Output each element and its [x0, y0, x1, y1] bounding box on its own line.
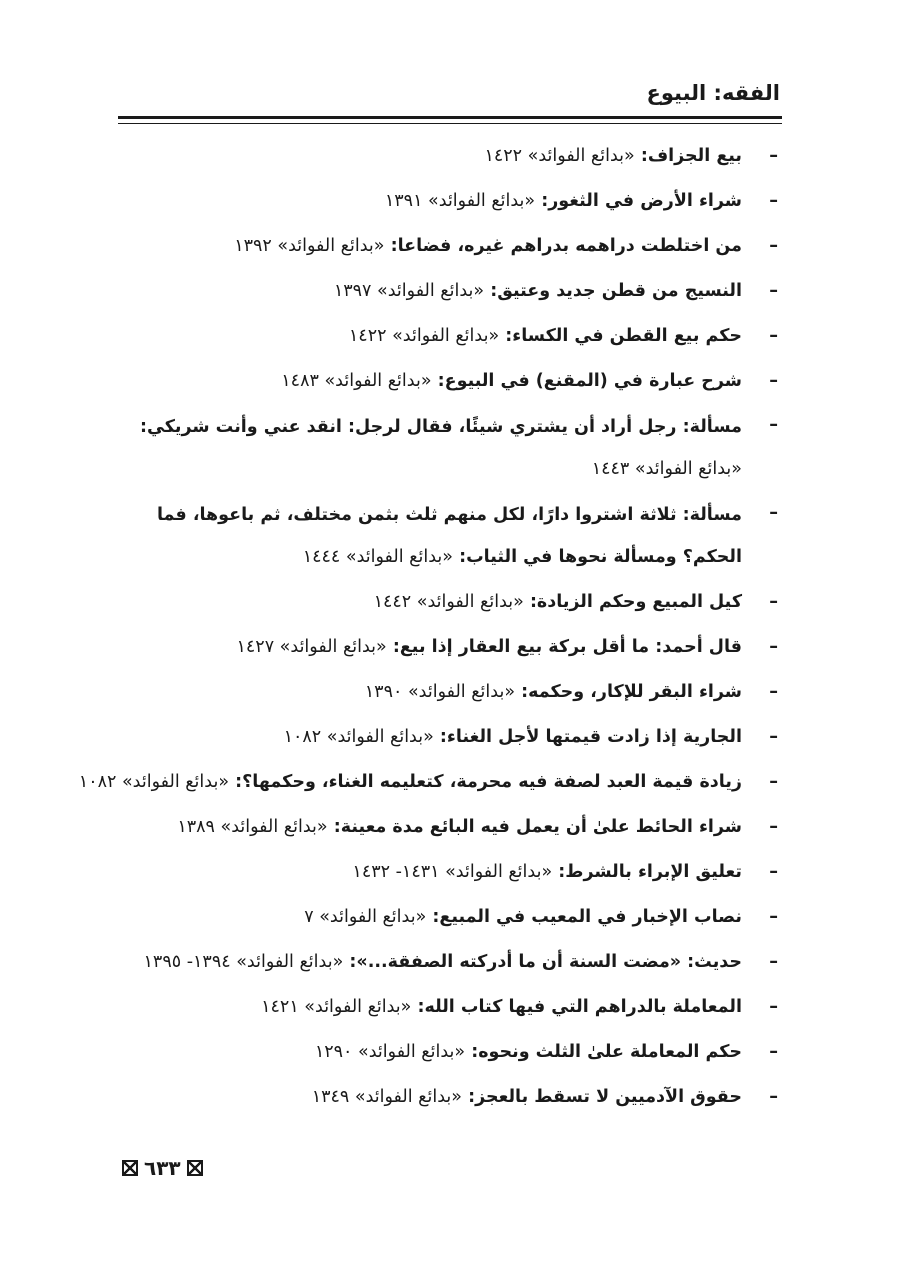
bullet-dash: – [769, 592, 778, 612]
entry-text: شرح عبارة في (المقنع) في البيوع: [437, 371, 742, 391]
entry-text: كيل المبيع وحكم الزيادة: [529, 592, 742, 612]
index-entry [118, 1030, 782, 1075]
index-entry [118, 805, 782, 850]
index-entry [118, 269, 782, 314]
entry-text: مسألة: رجل أراد أن يشتري شيئًا، فقال لرجل: انقد عني وأنت شريكي: [140, 417, 742, 437]
entry-reference: «بدائع الفوائد» ١٣٩٧ [333, 281, 485, 301]
index-entry [118, 985, 782, 1030]
header-double-rule [118, 116, 782, 124]
entry-reference: «بدائع الفوائد» ٧ [304, 907, 427, 927]
index-entry [78, 760, 782, 805]
entry-text: المعاملة بالدراهم التي فيها كتاب الله: [417, 997, 742, 1017]
entry-reference: «بدائع الفوائد» ١٤٤٤ [302, 547, 453, 567]
index-entry [118, 940, 782, 985]
entry-text: شراء الحائط علىٰ أن يعمل فيه البائع مدة معينة: [333, 817, 742, 837]
index-entry [118, 492, 782, 580]
entry-reference: «بدائع الفوائد» ١٤٢٢ [348, 326, 500, 346]
index-entry [118, 850, 782, 895]
entry-text: تعليق الإبراء بالشرط: [558, 862, 742, 882]
index-entry [118, 314, 782, 359]
entry-text: شراء البقر للإكار، وحكمه: [521, 682, 742, 702]
entry-reference: «بدائع الفوائد» ١٣٨٩ [177, 817, 328, 837]
index-entry [118, 580, 782, 625]
bullet-dash: – [769, 952, 778, 972]
bullet-dash: – [769, 727, 778, 747]
index-entry [118, 404, 782, 492]
bullet-dash: – [769, 371, 778, 391]
entry-text: شراء الأرض في الثغور: [541, 191, 742, 211]
bullet-dash: – [769, 862, 778, 882]
entry-reference: «بدائع الفوائد» ١٤٢٢ [484, 146, 635, 166]
index-entry-list [78, 134, 782, 1120]
entry-reference: «بدائع الفوائد» ١٤٤٣ [591, 459, 742, 479]
entry-text: بيع الجزاف: [640, 146, 742, 166]
index-entry [118, 179, 782, 224]
bullet-dash: – [769, 415, 778, 435]
bullet-dash: – [769, 1042, 778, 1062]
bullet-dash: – [769, 907, 778, 927]
index-entry [118, 224, 782, 269]
bullet-dash: – [769, 236, 778, 256]
entry-reference: «بدائع الفوائد» ١٠٨٢ [78, 772, 230, 792]
entry-reference: «بدائع الفوائد» ١٣٩٤- ١٣٩٥ [143, 952, 344, 972]
entry-reference: «بدائع الفوائد» ١٣٤٩ [311, 1087, 462, 1107]
bullet-dash: – [769, 191, 778, 211]
index-entry [118, 1075, 782, 1120]
entry-reference: «بدائع الفوائد» ١٢٩٠ [314, 1042, 466, 1062]
ornament-icon [122, 1160, 138, 1176]
bullet-dash: – [769, 503, 778, 523]
entry-reference: «بدائع الفوائد» ١٤٢٧ [236, 637, 387, 657]
entry-reference: «بدائع الفوائد» ١٣٩٢ [234, 236, 385, 256]
entry-reference: «بدائع الفوائد» ١٤٢١ [261, 997, 412, 1017]
index-entry [118, 670, 782, 715]
entry-text: النسيج من قطن جديد وعتيق: [490, 281, 742, 301]
entry-text: مسألة: ثلاثة اشتروا دارًا، لكل منهم ثلث بثمن مختلف، ثم باعوها، فما الحكم؟ ومسألة نحوها في الثياب: [156, 505, 742, 567]
entry-reference: «بدائع الفوائد» ١٣٩١ [384, 191, 536, 211]
bullet-dash: – [769, 1087, 778, 1107]
bullet-dash: – [769, 146, 778, 166]
entry-reference: «بدائع الفوائد» ١٣٩٠ [364, 682, 516, 702]
bullet-dash: – [769, 997, 778, 1017]
index-entry [118, 895, 782, 940]
entry-text: حكم بيع القطن في الكساء: [505, 326, 742, 346]
entry-text: من اختلطت دراهمه بدراهم غيره، فضاعا: [390, 236, 742, 256]
entry-reference: «بدائع الفوائد» ١٤٨٣ [281, 371, 432, 391]
page-header-title: الفقه: البيوع [646, 81, 780, 105]
bullet-dash: – [769, 772, 778, 792]
page-number: ٦٣٣ [144, 1156, 181, 1180]
entry-text: زيادة قيمة العبد لصفة فيه محرمة، كتعليمه الغناء، وحكمها؟: [235, 772, 742, 792]
ornament-icon [187, 1160, 203, 1176]
entry-reference: «بدائع الفوائد» ١٠٨٢ [283, 727, 434, 747]
index-entry [118, 134, 782, 179]
entry-text: الجارية إذا زادت قيمتها لأجل الغناء: [439, 727, 742, 747]
entry-text: نصاب الإخبار في المعيب في المبيع: [432, 907, 742, 927]
entry-reference: «بدائع الفوائد» ١٤٣١- ١٤٣٢ [352, 862, 553, 882]
bullet-dash: – [769, 817, 778, 837]
entry-text: حقوق الآدميين لا تسقط بالعجز: [468, 1087, 742, 1107]
bullet-dash: – [769, 682, 778, 702]
page-footer [122, 1156, 203, 1180]
index-entry [118, 359, 782, 404]
bullet-dash: – [769, 281, 778, 301]
index-entry [118, 625, 782, 670]
bullet-dash: – [769, 326, 778, 346]
bullet-dash: – [769, 637, 778, 657]
entry-text: حديث: «مضت السنة أن ما أدركته الصفقة...»: [349, 952, 742, 972]
entry-text: قال أحمد: ما أقل بركة بيع العقار إذا بيع: [392, 637, 742, 657]
entry-reference: «بدائع الفوائد» ١٤٤٢ [373, 592, 524, 612]
index-entry [118, 715, 782, 760]
entry-text: حكم المعاملة علىٰ الثلث ونحوه: [471, 1042, 742, 1062]
